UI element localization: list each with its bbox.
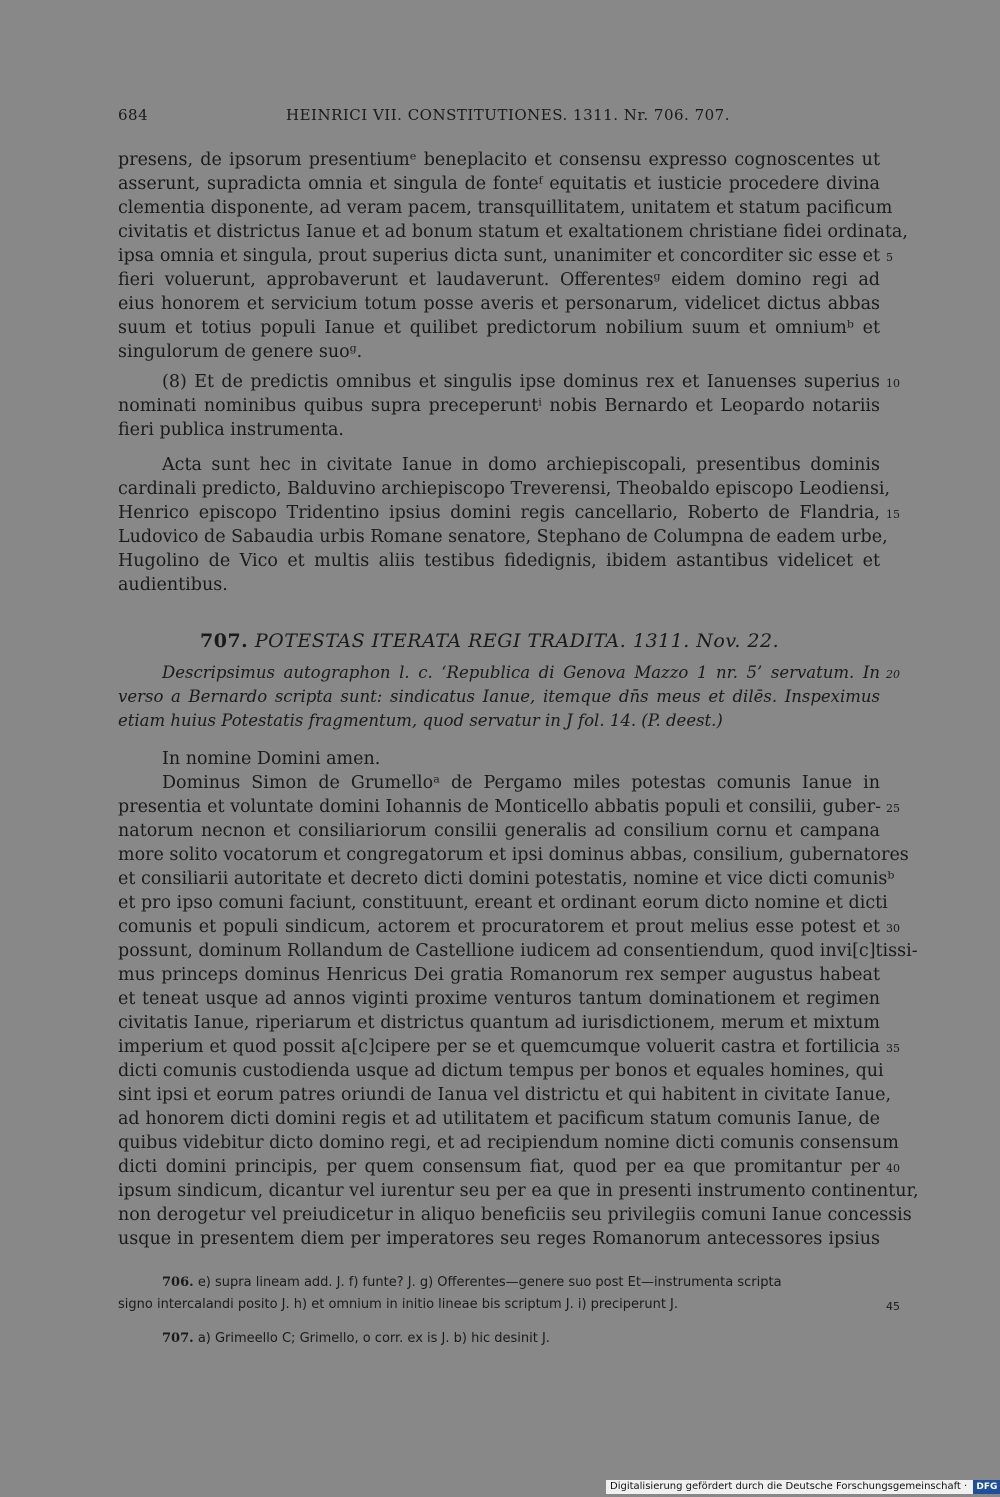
line-text: Acta sunt hec in civitate Ianue in domo archiepiscopali, presentibus dominis (162, 455, 880, 475)
footnote-line (118, 1272, 880, 1294)
line-text: verso a Bernardo scripta sunt: sindicatus Ianue, itemque dn̄s meus et dilēs. Inspeximus (118, 687, 880, 706)
line-number: 15 (886, 508, 900, 521)
line-text: quibus videbitur dicto domino regi, et ad recipiendum nomine dicti comunis consensum (118, 1133, 899, 1153)
line-text: natorum necnon et consiliariorum consilii generalis ad consilium cornu et campana (118, 821, 880, 841)
text-line (118, 292, 880, 316)
text-line (118, 1011, 880, 1035)
text-line (118, 268, 880, 292)
line-text: et teneat usque ad annos viginti proxime venturos tantum dominationem et regimen (118, 989, 880, 1009)
line-text: Dominus Simon de Grumelloᵃ de Pergamo miles potestas comunis Ianue in (162, 773, 880, 793)
text-line (118, 891, 888, 915)
text-line (118, 453, 880, 477)
line-number: 5 (886, 251, 893, 264)
footnote-text: e) supra lineam add. J. f) funte? J. g) Offerentes—genere suo post Et—instrumenta scripta (197, 1275, 782, 1290)
line-text: imperium et quod possit a[c]cipere per se et quemcumque voluerit castra et fortilicia (118, 1037, 880, 1057)
text-line (118, 394, 880, 418)
text-line (118, 172, 880, 196)
dfg-logo: DFG (973, 1480, 1000, 1494)
text-line (118, 525, 888, 549)
text-line (118, 1083, 892, 1107)
line-text: In nomine Domini amen. (162, 749, 381, 769)
text-line (118, 819, 880, 843)
line-text: more solito vocatorum et congregatorum et ipsi dominus abbas, consilium, gubernatores (118, 845, 909, 865)
line-text: mus princeps dominus Henricus Dei gratia Romanorum rex semper augustus habeat (118, 965, 880, 985)
footnote-text: signo intercalandi posito J. h) et omnium in initio lineae bis scriptum J. i) preciperunt J. (118, 1297, 679, 1312)
footnote-label: 706. (162, 1275, 194, 1290)
text-line (118, 685, 880, 709)
text-line (118, 963, 880, 987)
line-text: comunis et populi sindicum, actorem et procuratorem et prout melius esse potest et (118, 917, 880, 937)
line-text: civitatis Ianue, riperiarum et districtus quantum ad iurisdictionem, merum et mixtum (118, 1013, 880, 1033)
line-text: fieri voluerunt, approbaverunt et laudaverunt. Offerentesᵍ eidem domino regi ad (118, 270, 880, 290)
text-line (118, 418, 880, 442)
funding-text: Digitalisierung gefördert durch die Deutsche Forschungsgemeinschaft · (610, 1481, 968, 1492)
text-line (118, 244, 893, 268)
text-line (118, 795, 900, 819)
funding-footer (606, 1480, 1000, 1494)
footnotes-707 (118, 1328, 880, 1350)
text-line (118, 1107, 880, 1131)
line-text: Hugolino de Vico et multis aliis testibus fidedignis, ibidem astantibus videlicet et (118, 551, 880, 571)
line-number: 20 (886, 668, 900, 681)
text-line (118, 867, 895, 891)
line-text: suum et totius populi Ianue et quilibet predictorum nobilium suum et omniumᵇ et (118, 318, 880, 338)
line-text: civitatis et districtus Ianue et ad bonum statum et exaltationem christiane fidei ordinata, (118, 222, 908, 242)
paragraph-block-1 (118, 148, 908, 364)
line-text: Henrico episcopo Tridentino ipsius domini regis cancellario, Roberto de Flandria, (118, 503, 880, 523)
line-text: usque in presentem diem per imperatores seu reges Romanorum antecessores ipsius (118, 1229, 880, 1249)
line-number: 45 (886, 1300, 900, 1313)
text-line (118, 501, 900, 525)
text-line (118, 939, 918, 963)
line-number: 35 (886, 1042, 900, 1055)
text-line (118, 661, 900, 685)
line-text: possunt, dominum Rollandum de Castellione iudicem ad consentiendum, quod invi[c]tissi- (118, 941, 918, 961)
section-title (200, 630, 820, 652)
editorial-note (118, 661, 900, 733)
line-text: Ludovico de Sabaudia urbis Romane senatore, Stephano de Columpna de eadem urbe, (118, 527, 888, 547)
text-line (118, 1203, 912, 1227)
footnote-line (118, 1328, 880, 1350)
line-text: (8) Et de predictis omnibus et singulis ipse dominus rex et Ianuenses superius (162, 372, 880, 392)
footnote-label: 707. (162, 1331, 194, 1346)
line-text: eius honorem et servicium totum posse averis et personarum, videlicet dictus abbas (118, 294, 880, 314)
paragraph-block-5 (118, 747, 919, 1251)
text-line (118, 1227, 880, 1251)
line-text: nominati nominibus quibus supra preceperuntⁱ nobis Bernardo et Leopardo notariis (118, 396, 880, 416)
text-line (118, 771, 880, 795)
footnote-line (118, 1294, 900, 1316)
line-text: Descripsimus autographon l. c. ‘Republica di Genova Mazzo 1 nr. 5’ servatum. In (162, 663, 880, 682)
section-heading: POTESTAS ITERATA REGI TRADITA. 1311. Nov. 22. (254, 630, 780, 652)
text-line (118, 220, 908, 244)
text-line (118, 549, 880, 573)
line-text: non derogetur vel preiudicetur in aliquo beneficiis seu privilegiis comuni Ianue concessis (118, 1205, 912, 1225)
line-text: fieri publica instrumenta. (118, 420, 344, 440)
line-number: 30 (886, 922, 900, 935)
text-line (118, 1155, 900, 1179)
line-text: dicti domini principis, per quem consensum fiat, quod per ea que promitantur per (118, 1157, 880, 1177)
text-line (118, 1131, 899, 1155)
line-text: cardinali predicto, Balduvino archiepiscopo Treverensi, Theobaldo episcopo Leodiensi, (118, 479, 891, 499)
line-text: ipsum sindicum, dicantur vel iurentur seu per ea que in presenti instrumento continentur, (118, 1181, 919, 1201)
line-text: presentia et voluntate domini Iohannis de Monticello abbatis populi et consilii, guber- (118, 797, 881, 817)
text-line (118, 747, 880, 771)
section-number: 707. (200, 630, 249, 652)
line-text: et pro ipso comuni faciunt, constituunt, ereant et ordinant eorum dicto nomine et dicti (118, 893, 888, 913)
text-line (118, 316, 880, 340)
text-line (118, 340, 880, 364)
line-text: ipsa omnia et singula, prout superius dicta sunt, unanimiter et concorditer sic esse et (118, 246, 880, 266)
running-title: HEINRICI VII. CONSTITUTIONES. 1311. Nr. 706. 707. (286, 106, 730, 124)
line-text: asserunt, supradicta omnia et singula de fonteᶠ equitatis et iusticie procedere divina (118, 174, 880, 194)
line-text: singulorum de genere suoᵍ. (118, 342, 363, 362)
text-line (118, 1059, 884, 1083)
line-number: 10 (886, 377, 900, 390)
text-line (118, 709, 880, 733)
text-line (118, 148, 880, 172)
line-text: ad honorem dicti domini regis et ad utilitatem et pacificum statum comunis Ianue, de (118, 1109, 880, 1129)
page-number: 684 (118, 106, 149, 124)
line-number: 40 (886, 1162, 900, 1175)
line-text: presens, de ipsorum presentiumᵉ beneplacito et consensu expresso cognoscentes ut (118, 150, 880, 170)
line-text: etiam huius Potestatis fragmentum, quod servatur in J fol. 14. (P. deest.) (118, 711, 723, 730)
text-line (118, 1179, 919, 1203)
text-line (118, 573, 880, 597)
text-line (118, 1035, 900, 1059)
line-text: clementia disponente, ad veram pacem, transquillitatem, unitatem et statum pacificum (118, 198, 893, 218)
line-number: 25 (886, 802, 900, 815)
text-line (118, 196, 893, 220)
footnote-text: a) Grimeello C; Grimello, o corr. ex is J. b) hic desinit J. (197, 1331, 550, 1346)
line-text: sint ipsi et eorum patres oriundi de Ianua vel districtu et qui habitent in civitate Ianue, (118, 1085, 892, 1105)
text-line (118, 477, 891, 501)
line-text: et consiliarii autoritate et decreto dicti domini potestatis, nomine et vice dicti comunisᵇ (118, 869, 895, 889)
paragraph-block-3 (118, 453, 900, 597)
text-line (118, 843, 909, 867)
line-text: dicti comunis custodienda usque ad dictum tempus per bonos et equales homines, qui (118, 1061, 884, 1081)
line-text: audientibus. (118, 575, 228, 595)
text-line (118, 370, 900, 394)
footnotes-706 (118, 1272, 900, 1316)
text-line (118, 987, 880, 1011)
text-line (118, 915, 900, 939)
paragraph-block-2 (118, 370, 900, 442)
